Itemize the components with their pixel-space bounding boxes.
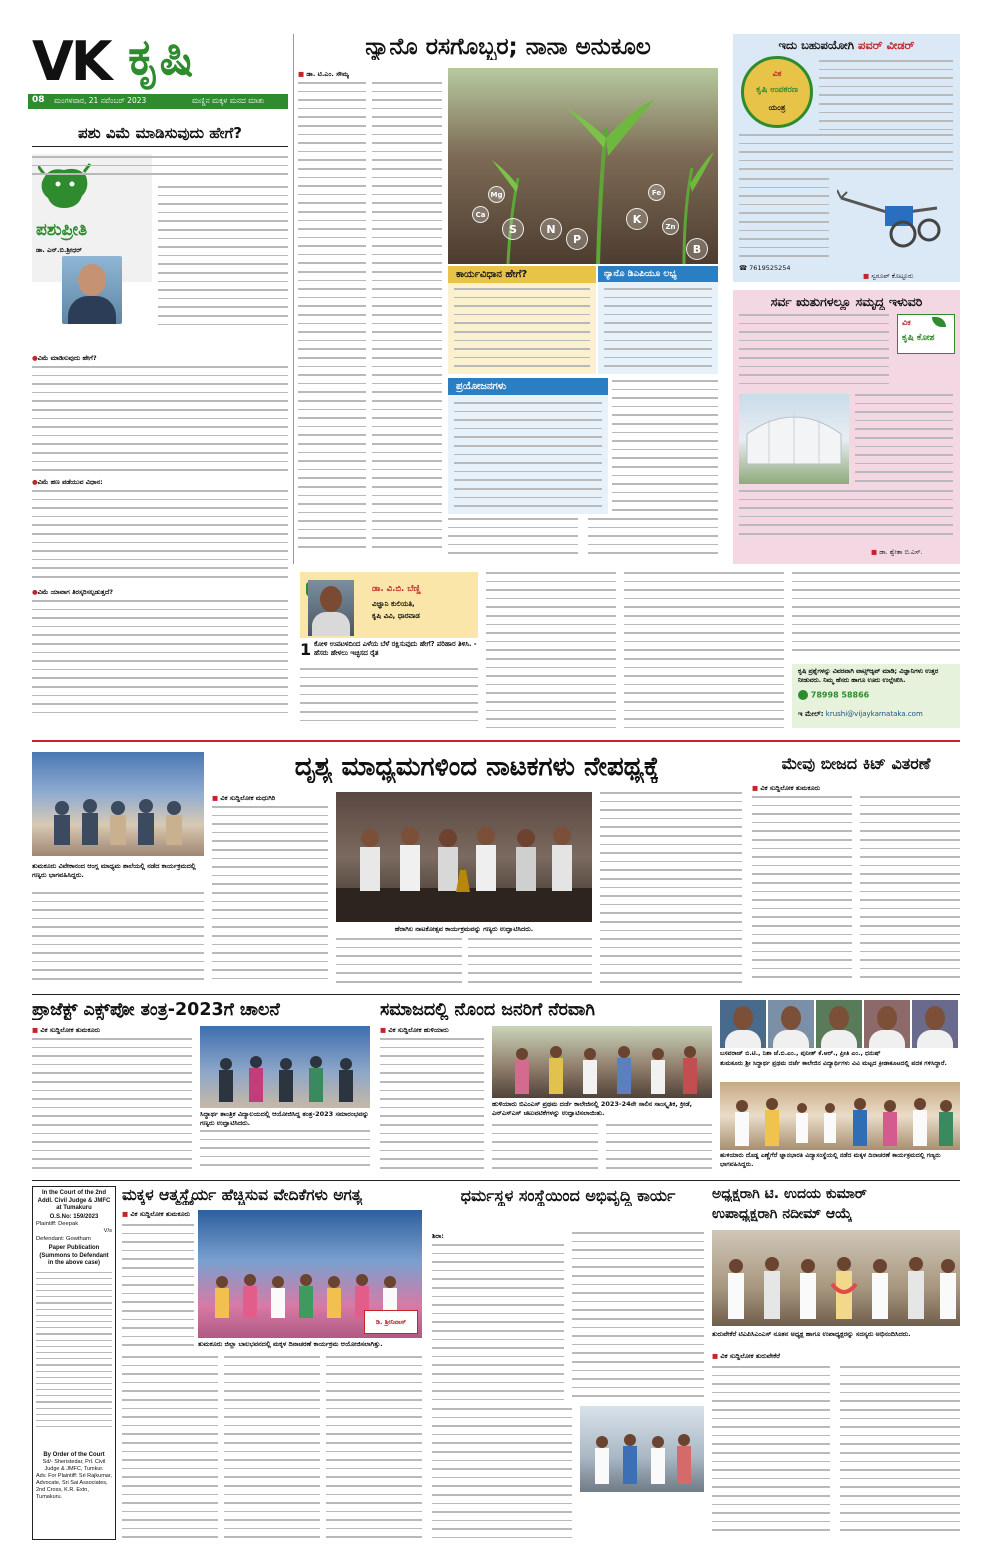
weeder-headline (733, 38, 960, 53)
nano-headline: ನ್ಯಾನೊ ರಸಗೊಬ್ಬರ; ನಾನಾ ಅನುಕೂಲ (365, 34, 651, 60)
nutrient-bubble-ca: Ca (472, 206, 489, 223)
president-headline-1: ಅಧ್ಯಕ್ಷರಾಗಿ ಟಿ. ಉದಯ ಕುಮಾರ್ (712, 1186, 867, 1202)
livestock-q2-text: ವಿಮೆ ಹಣ ಪಡೆಯುವ ವಿಧಾನ: (37, 478, 103, 486)
qa-section (300, 572, 960, 730)
drama-caption: ಹೆರಾಗಿಲ ನಾಟಕೋತ್ಸವ ಕಾರ್ಯಕ್ರಮವನ್ನು ಗಣ್ಯರು ಉದ್ಘಾಟಿಸಿದರು. (394, 925, 534, 933)
drama-body-col3 (468, 938, 592, 986)
livestock-q3-text: ವಿಮೆ ಯಾವಾಗ ತಿರಸ್ಕರಿಸಲ್ಪಡುತ್ತದೆ? (37, 588, 114, 596)
qa-answer-col2 (486, 572, 616, 730)
badge-mid: ಕೃಷಿ ಉಪಕರಣ (756, 85, 798, 95)
legal-signed: Sd/- Sheristedar, Prl. Civil Judge & JMFC, Tumkur. (42, 1459, 106, 1472)
machine-badge (741, 56, 813, 128)
nutrient-bubbles (448, 68, 718, 264)
expo-article (32, 1000, 370, 1176)
speaker-tag (364, 1310, 418, 1334)
weeder-phone: 7619525254 (749, 264, 791, 272)
section-divider-2 (32, 994, 960, 995)
nano-body-bottom-left (448, 518, 578, 562)
society-byline-text: ವಿಕ ಸುದ್ದಿಲೋಕ ಹುಳಿಯಾರು (388, 1026, 449, 1034)
logo-krushi: ಕೃಷಿ (128, 28, 194, 86)
ceremony-illustration (580, 1406, 704, 1492)
drama-body-col4 (600, 792, 742, 986)
polyhouse-body-top (739, 314, 889, 390)
nutrient-bubble-n: N (540, 218, 562, 240)
dharmasthala-article (432, 1186, 704, 1540)
school-event-caption: ತುಮಕೂರು ವಿವೇಕಾನಂದ ಆಂಗ್ಲ ಮಾಧ್ಯಮ ಶಾಲೆಯಲ್ಲಿ ನಡೆದ ಕಾರ್ಯಕ್ರಮದಲ್ಲಿ ಗಣ್ಯರು ಭಾಗವಹಿಸಿದ್ದರು. (32, 862, 196, 879)
weeder-headline-accent: ಪವರ್ ವೀಡರ್ (858, 38, 915, 52)
qa-email-label: ಇ ಮೇಲ್: (798, 710, 824, 718)
qa-answer-col4 (792, 572, 960, 658)
society-body-col3 (606, 1124, 712, 1174)
livestock-q2: ●ವಿಮೆ ಹಣ ಪಡೆಯುವ ವಿಧಾನ: (32, 478, 103, 486)
polyhouse-body-bottom (739, 490, 953, 542)
nutrient-bubble-k: K (626, 208, 648, 230)
qa-answer-col1 (300, 668, 478, 728)
drama-byline: ■ ವಿಕ ಸುದ್ದಿಲೋಕ ಮಧುಗಿರಿ (212, 794, 276, 802)
legal-notice-title: Paper Publication (Summons to Defendant in the above case) (39, 1245, 109, 1266)
students-block (720, 1000, 960, 1176)
children-headline: ಮಕ್ಕಳ ಆತ್ಮಸ್ಥೈರ್ಯ ಹೆಚ್ಚಿಸುವ ವೇದಿಕೆಗಳು ಅಗತ್ಯ (122, 1186, 363, 1204)
column-author: ಡಾ. ಎನ್.ಬಿ.ಶ್ರೀಧರ್ (36, 246, 82, 254)
seeds-body-col1 (752, 796, 852, 986)
phone-icon: ☎ (739, 264, 750, 272)
speaker-tag-name: ಡಿ. ಶ್ರೀನಿವಾಸ್ (375, 1318, 407, 1326)
question-1: ಕೋಳಿ ಉಪಟಳದಿಂದ ಎಳೆಯ ಬೆಳೆ ರಕ್ಷಿಸುವುದು ಹೇಗೆ? ಪರಿಹಾರ ತಿಳಿಸಿ. - ಹೆಸರು ಹೇಳಲು ಇಚ್ಛಿಸದ ರೈತ (314, 640, 477, 657)
dharmasthala-headline: ಧರ್ಮಸ್ಥಳ ಸಂಸ್ಥೆಯಿಂದ ಅಭಿವೃದ್ಧಿ ಕಾರ್ಯ (460, 1186, 676, 1205)
drama-byline-text: ವಿಕ ಸುದ್ದಿಲೋಕ ಮಧುಗಿರಿ (220, 794, 276, 802)
polyhouse-headline: ಸರ್ವ ಋತುಗಳಲ್ಲೂ ಸಮೃದ್ಧ ಇಳುವರಿ (770, 294, 923, 309)
polyhouse-badge (897, 314, 955, 354)
column-divider (293, 34, 294, 564)
dharmasthala-body-col1 (432, 1244, 564, 1402)
qa-whatsapp: 78998 58866 (810, 690, 870, 700)
weeder-body-top (819, 60, 953, 130)
children-day-photo (720, 1082, 960, 1150)
qa-send-info: ಕೃಷಿ ಪ್ರಶ್ನೆಗಳನ್ನು ವಿವರವಾಗಿ ವಾಟ್ಸ್ಆ್ಯಪ್ ಮಾಡಿ; ವಿಜ್ಞಾನಿಗಳು ಉತ್ತರ ನೀಡುವರು. ನಿಮ್ಮ ಹೆಸರು ಹಾಗೂ ಊರು ಉಲ್ಲೇಖಿಸಿ. (798, 668, 939, 684)
legal-suit: O.S.No: 159/2023 (49, 1213, 99, 1220)
student-portrait (768, 1000, 814, 1048)
nutrient-bubble-s: S (502, 218, 524, 240)
legal-court: In the Court of the 2nd Addl. Civil Judge & JMFC at Tumakuru (37, 1190, 111, 1211)
qa-whatsapp-row (798, 690, 869, 700)
school-event-photo (32, 752, 204, 856)
president-caption: ತುರುವೇಕೆರೆ ಟಿಎಪಿಸಿಎಂಎಸ್ ನೂತನ ಅಧ್ಯಕ್ಷ ಹಾಗೂ ಉಪಾಧ್ಯಕ್ಷರನ್ನು ಸದಸ್ಯರು ಅಭಿನಂದಿಸಿದರು. (712, 1330, 911, 1338)
masthead (32, 28, 287, 114)
children-caption: ತುಮಕೂರು ಜಿಲ್ಲಾ ಬಾಲಭವನದಲ್ಲಿ ಮಕ್ಕಳ ದಿನಾಚರಣೆ ಕಾರ್ಯಕ್ರಮ ಆಯೋಜಿಸಲಾಗಿತ್ತು. (198, 1340, 383, 1348)
student-portrait (720, 1000, 766, 1048)
expo-photo (200, 1026, 370, 1108)
felicitation-illustration (712, 1230, 960, 1326)
lamp-lighting-illustration (492, 1026, 712, 1098)
children-body-col3 (326, 1356, 422, 1538)
question-number: 1 (300, 640, 312, 659)
expo-headline: ಪ್ರಾಜೆಕ್ಟ್ ಎಕ್ಸ್‌ಪೋ ತಂತ್ರ-2023ಗೆ ಚಾಲನೆ (32, 1000, 280, 1020)
polyhouse-photo (739, 394, 849, 484)
society-caption: ಹುಳಿಯಾರು ಬಿಎಂಎಸ್ ಪ್ರಥಮ ದರ್ಜೆ ಕಾಲೇಜಿನಲ್ಲಿ 2023-24ನೇ ಸಾಲಿನ ಸಾಂಸ್ಕೃತಿಕ, ಕ್ರೀಡೆ, ಎನ್ಎಸ್ಎಸ್ ಚಟುವಟಿಕೆಗಳನ್ನು ಉದ್ಘಾಟಿಸಲಾಯಿತು. (492, 1100, 693, 1117)
children-day-caption: ಹುಳಿಯಾರು ದೊಡ್ಡ ಎಣ್ಣೆಗೆರೆ ಜ್ಞಾನಭಾರತಿ ವಿದ್ಯಾಸಂಸ್ಥೆಯಲ್ಲಿ ನಡೆದ ಮಕ್ಕಳ ದಿನಾಚರಣೆ ಕಾರ್ಯಕ್ರಮದಲ್ಲಿ ಗಣ್ಯರು ಭಾಗವಹಿಸಿದ್ದರು. (720, 1152, 941, 1168)
dharmasthala-body-col3 (432, 1408, 572, 1538)
legal-order: By Order of the Court (43, 1451, 105, 1458)
legal-body (36, 1272, 112, 1452)
children-body-col1 (122, 1356, 218, 1538)
president-body-col1 (712, 1366, 830, 1538)
greenhouse-illustration (739, 394, 849, 484)
livestock-intro-lines (32, 156, 288, 182)
badge-bottom: ಯಂತ್ರ (768, 103, 786, 112)
whatsapp-icon (798, 690, 808, 700)
students-caption: ತುಮಕೂರು ಶ್ರೀ ಸಿದ್ಧಾರ್ಥ ಪ್ರಥಮ ದರ್ಜೆ ಕಾಲೇಜಿನ ವಿದ್ಯಾರ್ಥಿಗಳು ವಿವಿ ಮಟ್ಟದ ಕ್ರೀಡಾಕೂಟದಲ್ಲಿ ಪದಕ ಗಳಿಸಿದ್ದಾರೆ. (720, 1060, 947, 1067)
livestock-body-a1 (32, 366, 288, 478)
students-names: ಬಸವರಾಜ್ ಬಿ.ಟಿ., ನಿಶಾ ಜೆ.ಬಿ.ಎಂ., ಪುನೀತ್ ಕೆ.ಆರ್., ಪ್ರೀತಿ ಎಂ., ಧನುಷ್ (720, 1050, 881, 1057)
drama-body-col1 (212, 806, 328, 986)
weeder-headline-prefix: ಇದು ಬಹುಪಯೋಗಿ (778, 38, 859, 52)
livestock-body-right (158, 186, 288, 336)
issue-date: ಮಂಗಳವಾರ, 21 ನವೆಂಬರ್ 2023 (54, 96, 147, 105)
seedling-photo (448, 68, 718, 264)
dap-box-text (604, 288, 712, 372)
children-byline: ■ ವಿಕ ಸುದ್ದಿಲೋಕ ತುಮಕೂರು (122, 1210, 191, 1218)
dharmasthala-dateline: ಶಿರಾ: (432, 1232, 444, 1240)
seeds-article (752, 752, 960, 988)
livestock-body-a2 (32, 490, 288, 588)
headline-rule (32, 146, 288, 147)
avatar (829, 1006, 849, 1030)
society-body-col1 (380, 1038, 484, 1174)
column-name: ಪಶುಪ್ರೀತಿ (36, 220, 88, 240)
legal-vs: V/s (103, 1228, 112, 1234)
student-portrait (816, 1000, 862, 1048)
legal-defendant: Defendant: Gowtham (36, 1235, 91, 1242)
benefits-box-text (454, 402, 602, 510)
expo-byline-text: ವಿಕ ಸುದ್ದಿಲೋಕ ತುಮಕೂರು (40, 1026, 101, 1034)
nano-body-col3 (612, 380, 718, 514)
dap-box-title: ನ್ಯಾನೊ ಡಿಎಪಿಯೂ ಲಭ್ಯ (598, 266, 718, 282)
nutrient-bubble-fe: Fe (648, 184, 665, 201)
nutrient-bubble-b: B (686, 238, 708, 260)
children-article (122, 1186, 422, 1540)
expert-role: ವಿಜ್ಞಾನಿ ಕುಲಿಯತಿ, (372, 600, 415, 608)
weeder-phone-row (739, 264, 791, 272)
student-portrait (912, 1000, 958, 1048)
student-portrait (864, 1000, 910, 1048)
president-headline-2: ಉಪಾಧ್ಯಕ್ಷರಾಗಿ ನದೀಮ್ ಆಯ್ಕೆ (712, 1206, 853, 1222)
qa-contact-box (792, 664, 960, 728)
author-photo (62, 256, 122, 324)
avatar (78, 264, 106, 296)
livestock-q1-text: ವಿಮೆ ಮಾಡಿಸುವುದು ಹೇಗೆ? (37, 354, 97, 362)
polyhouse-body-right (855, 394, 953, 486)
nano-byline-text: ಡಾ. ಟಿ.ಎಂ. ಸೌಮ್ಯ (306, 70, 350, 78)
avatar (781, 1006, 801, 1030)
seeds-headline: ಮೇವು ಬೀಜದ ಕಿಟ್ ವಿತರಣೆ (781, 754, 931, 773)
polyhouse-badge-top: ವಿಕ (902, 318, 911, 327)
president-photo (712, 1230, 960, 1326)
livestock-q1: ●ವಿಮೆ ಮಾಡಿಸುವುದು ಹೇಗೆ? (32, 354, 97, 362)
expert-name: ಡಾ. ವಿ.ಬಿ. ಬೆಣ್ಣಿ (372, 584, 421, 594)
expo-body-col1 (32, 1038, 192, 1174)
society-article (380, 1000, 712, 1176)
president-byline-text: ವಿಕ ಸುದ್ದಿಲೋಕ ತುರುವೇಕೆರೆ (720, 1352, 780, 1360)
dignitaries-illustration (336, 792, 592, 922)
society-byline: ■ ವಿಕ ಸುದ್ದಿಲೋಕ ಹುಳಿಯಾರು (380, 1026, 449, 1034)
benefits-box (448, 378, 608, 514)
children-body-col2 (224, 1356, 320, 1538)
masthead-tagline: ಮಣ್ಣಿನ ಮಕ್ಕಳ ಮನದ ಮಾತು (192, 96, 265, 105)
avatar (733, 1006, 753, 1030)
qa-answer-col3 (624, 572, 784, 730)
expo-body-col2 (200, 1130, 370, 1174)
legal-notice (32, 1186, 116, 1540)
expo-caption: ಸಿದ್ಧಾರ್ಥ ತಾಂತ್ರಿಕ ವಿದ್ಯಾಲಯದಲ್ಲಿ ಆಯೋಜಿಸಿದ್ದ ತಂತ್ರ-2023 ಸಮಾರಂಭವನ್ನು ಗಣ್ಯರು ಉದ್ಘಾಟಿಸಿದರು. (200, 1110, 369, 1127)
expert-org: ಕೃಷಿ ವಿವಿ, ಧಾರವಾಡ (372, 612, 420, 620)
children-illustration (720, 1082, 960, 1150)
legal-plaintiff: Plaintiff: Deepak (36, 1220, 79, 1227)
weeder-author: ■ ಸ್ವರೂಪ್ ಕೊಟ್ಟೂರು (863, 272, 914, 280)
student-portraits (720, 1000, 960, 1048)
society-headline: ಸಮಾಜದಲ್ಲಿ ನೊಂದ ಜನರಿಗೆ ನೆರವಾಗಿ (380, 1000, 595, 1020)
leaf-icon (932, 317, 946, 327)
expo-group-illustration (200, 1026, 370, 1108)
logo-vk: VK (32, 30, 110, 93)
legal-advocate: Adv. For Plaintiff: Sri Rajkumar, Advocate, Sri Sai Associates, 2nd Cross, K.R. Extn, Tumakuru. (36, 1473, 112, 1500)
children-byline-text: ವಿಕ ಸುದ್ದಿಲೋಕ ತುಮಕೂರು (130, 1210, 191, 1218)
group-illustration (32, 752, 204, 856)
power-weeder-illustration (837, 178, 953, 250)
drama-article (212, 752, 742, 988)
avatar (877, 1006, 897, 1030)
nutrient-bubble-mg: Mg (488, 186, 505, 203)
dharmasthala-photo (580, 1406, 704, 1492)
nano-body-col2 (372, 82, 442, 560)
dharmasthala-body-col2 (572, 1232, 704, 1402)
polyhouse-article (733, 290, 960, 564)
seeds-byline: ■ ವಿಕ ಸುದ್ದಿಲೋಕ ತುಮಕೂರು (752, 784, 821, 792)
method-box-text (454, 288, 590, 372)
polyhouse-badge-bottom: ಕೃಷಿ ಕೋಶ (902, 333, 935, 343)
nano-article (298, 34, 718, 564)
method-box (448, 266, 596, 374)
president-body-col2 (840, 1366, 960, 1538)
nano-body-bottom-right (588, 518, 718, 562)
drama-photo (336, 792, 592, 922)
expo-byline: ■ ವಿಕ ಸುದ್ದಿಲೋಕ ತುಮಕೂರು (32, 1026, 101, 1034)
drama-headline: ದೃಶ್ಯ ಮಾಧ್ಯಮಗಳಿಂದ ನಾಟಕಗಳು ನೇಪಥ್ಯಕ್ಕೆ (294, 752, 660, 782)
livestock-q3: ●ವಿಮೆ ಯಾವಾಗ ತಿರಸ್ಕರಿಸಲ್ಪಡುತ್ತದೆ? (32, 588, 114, 596)
livestock-body-a3 (32, 600, 288, 724)
polyhouse-author: ■ ಡಾ. ಶ್ವೇತಾ ಬಿ.ಎಸ್. (871, 548, 923, 556)
weeder-article (733, 34, 960, 282)
nano-body-col1 (298, 82, 366, 560)
children-body-top-left (122, 1224, 194, 1346)
qa-email-row (798, 710, 923, 719)
benefits-box-title: ಪ್ರಯೋಜನಗಳು (448, 378, 608, 395)
nutrient-bubble-p: P (566, 228, 588, 250)
qa-email[interactable]: krushi@vijaykarnataka.com (825, 710, 923, 718)
expert-photo (308, 580, 354, 636)
livestock-article (32, 120, 288, 730)
expert-box (300, 572, 478, 638)
society-body-col2 (492, 1124, 598, 1174)
method-box-title: ಕಾರ್ಯವಿಧಾನ ಹೇಗೆ? (448, 266, 596, 283)
nutrient-bubble-zn: Zn (662, 218, 679, 235)
seeds-body-col2 (860, 796, 960, 986)
school-event-body (32, 892, 204, 984)
avatar (925, 1006, 945, 1030)
weeder-body-mid (739, 134, 953, 176)
nano-byline: ■ ಡಾ. ಟಿ.ಎಂ. ಸೌಮ್ಯ (298, 70, 350, 78)
president-article (712, 1186, 960, 1540)
drama-body-col2 (336, 938, 462, 986)
section-divider (32, 740, 960, 742)
weeder-author-text: ಸ್ವರೂಪ್ ಕೊಟ್ಟೂರು (871, 272, 914, 280)
livestock-headline: ಪಶು ವಿಮೆ ಮಾಡಿಸುವುದು ಹೇಗೆ? (78, 124, 242, 142)
society-photo (492, 1026, 712, 1098)
dap-box (598, 266, 718, 374)
badge-top: ವಿಕ (772, 69, 782, 78)
weeder-body-left (739, 178, 829, 264)
children-stage-photo (198, 1210, 422, 1338)
president-byline: ■ ವಿಕ ಸುದ್ದಿಲೋಕ ತುರುವೇಕೆರೆ (712, 1352, 780, 1360)
section-divider-3 (32, 1180, 960, 1181)
issue-number: 08 (32, 95, 45, 105)
seeds-byline-text: ವಿಕ ಸುದ್ದಿಲೋಕ ತುಮಕೂರು (760, 784, 821, 792)
polyhouse-author-text: ಡಾ. ಶ್ವೇತಾ ಬಿ.ಎಸ್. (879, 548, 923, 556)
